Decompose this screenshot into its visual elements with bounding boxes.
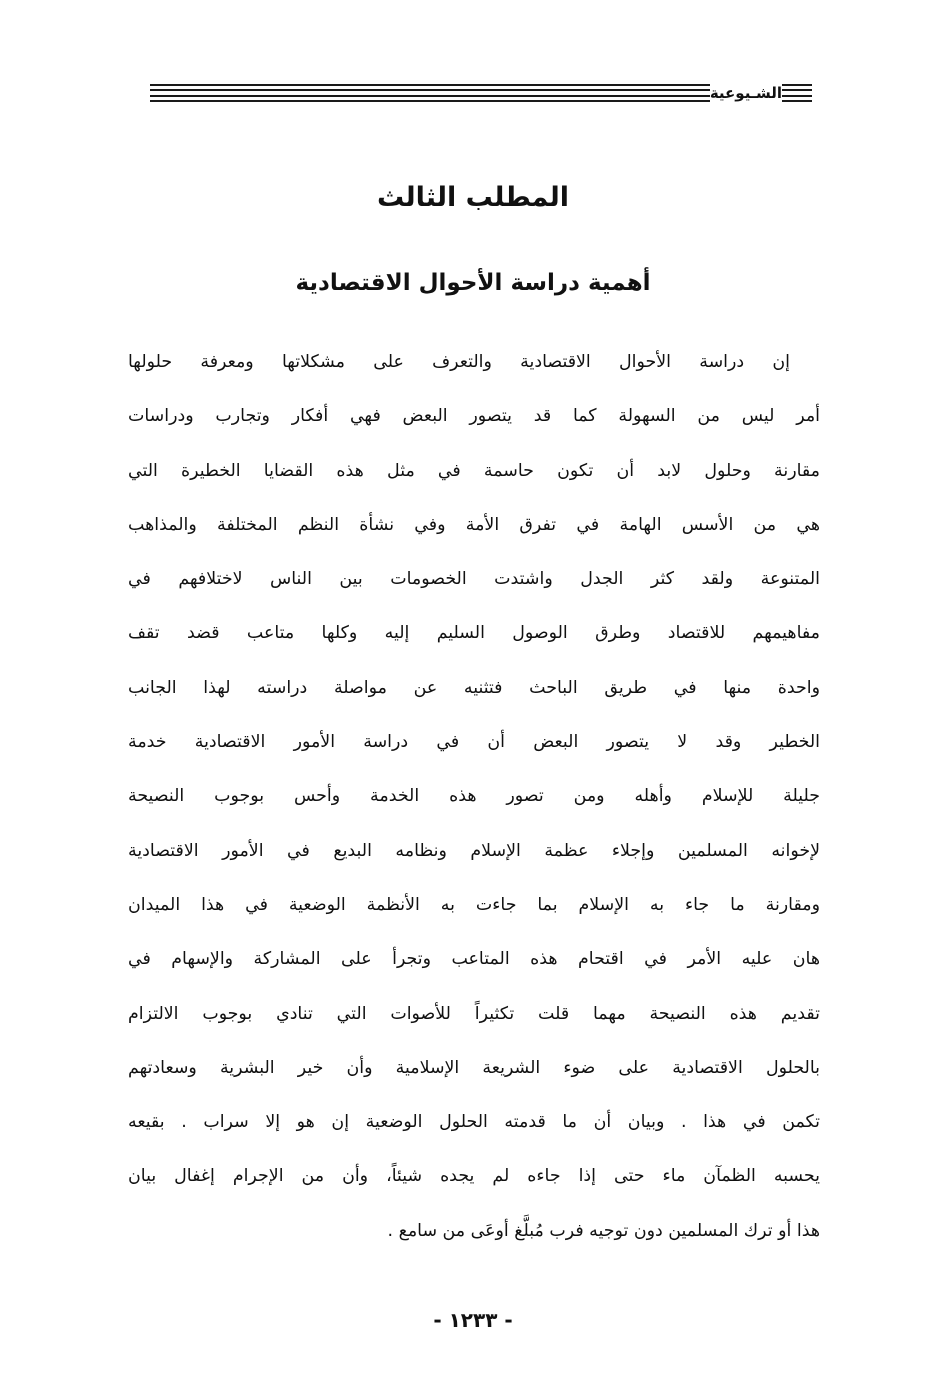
text-line: ومقارنة ما جاء به الإسلام بما جاءت به الأنظمة الوضعية في هذا الميدان bbox=[128, 894, 820, 915]
text-line: جليلة للإسلام وأهله ومن تصور هذه الخدمة وأحس بوجوب النصيحة bbox=[128, 786, 820, 807]
header-rule-long bbox=[150, 84, 710, 102]
header-rule-short bbox=[782, 84, 812, 102]
text-line: المتنوعة ولقد كثر الجدل واشتدت الخصومات بين الناس لاختلافهم في bbox=[128, 569, 820, 590]
section-subtitle: أهمية دراسة الأحوال الاقتصادية bbox=[295, 270, 651, 296]
text-line: لإخوانه المسلمين وإجلاء عظمة الإسلام ونظامه البديع في الأمور الاقتصادية bbox=[128, 840, 820, 861]
text-line: تكمن في هذا . وبيان أن ما قدمته الحلول الوضعية إن هو إلا سراب . بقيعه bbox=[128, 1112, 820, 1133]
text-line: إن دراسة الأحوال الاقتصادية والتعرف على مشكلاتها ومعرفة حلولها bbox=[128, 352, 790, 372]
running-header-title: الشـيوعية bbox=[709, 84, 782, 102]
text-line: مفاهيمهم للاقتصاد وطرق الوصول السليم إليه وكلها متاعب قضد تقف bbox=[128, 623, 820, 644]
body-paragraph bbox=[128, 342, 820, 1265]
text-line: الخطير وقد لا يتصور البعض أن في دراسة الأمور الاقتصادية خدمة bbox=[128, 732, 820, 753]
text-line: هان عليه الأمر في اقتحام هذه المتاعب وتجرأ على المشاركة والإسهام في bbox=[128, 949, 820, 970]
text-line: أمر ليس من السهولة كما قد يتصور البعض فهي أفكار وتجارب ودراسات bbox=[128, 406, 820, 427]
text-line: يحسبه الظمآن ماء حتى إذا جاءه لم يجده شيئاً، وأن من الإجرام إغفال بيان bbox=[128, 1166, 820, 1187]
text-line: تقديم هذه النصيحة مهما قلت تكثيراً للأصوات التي تنادي بوجوب الالتزام bbox=[128, 1003, 820, 1024]
text-line: هي من الأسس الهامة في تفرق الأمة وفي نشأة النظم المختلفة والمذاهب bbox=[128, 514, 820, 535]
text-line: مقارنة وحلول لابد أن تكون حاسمة في مثل هذه القضايا الخطيرة التي bbox=[128, 460, 820, 481]
section-title: المطلب الثالث bbox=[376, 182, 570, 213]
page-number: - ١٢٣٣ - bbox=[433, 1308, 513, 1332]
text-line: هذا أو ترك المسلمين دون توجيه فرب مُبلَّغ أوعَى من سامع . bbox=[387, 1220, 820, 1241]
text-line: واحدة منها في طريق الباحث فتثنيه عن مواصلة دراسته لهذا الجانب bbox=[128, 677, 820, 698]
running-header bbox=[142, 80, 820, 106]
text-line: بالحلول الاقتصادية على ضوء الشريعة الإسلامية وأن خير البشرية وسعادتهم bbox=[128, 1057, 820, 1078]
